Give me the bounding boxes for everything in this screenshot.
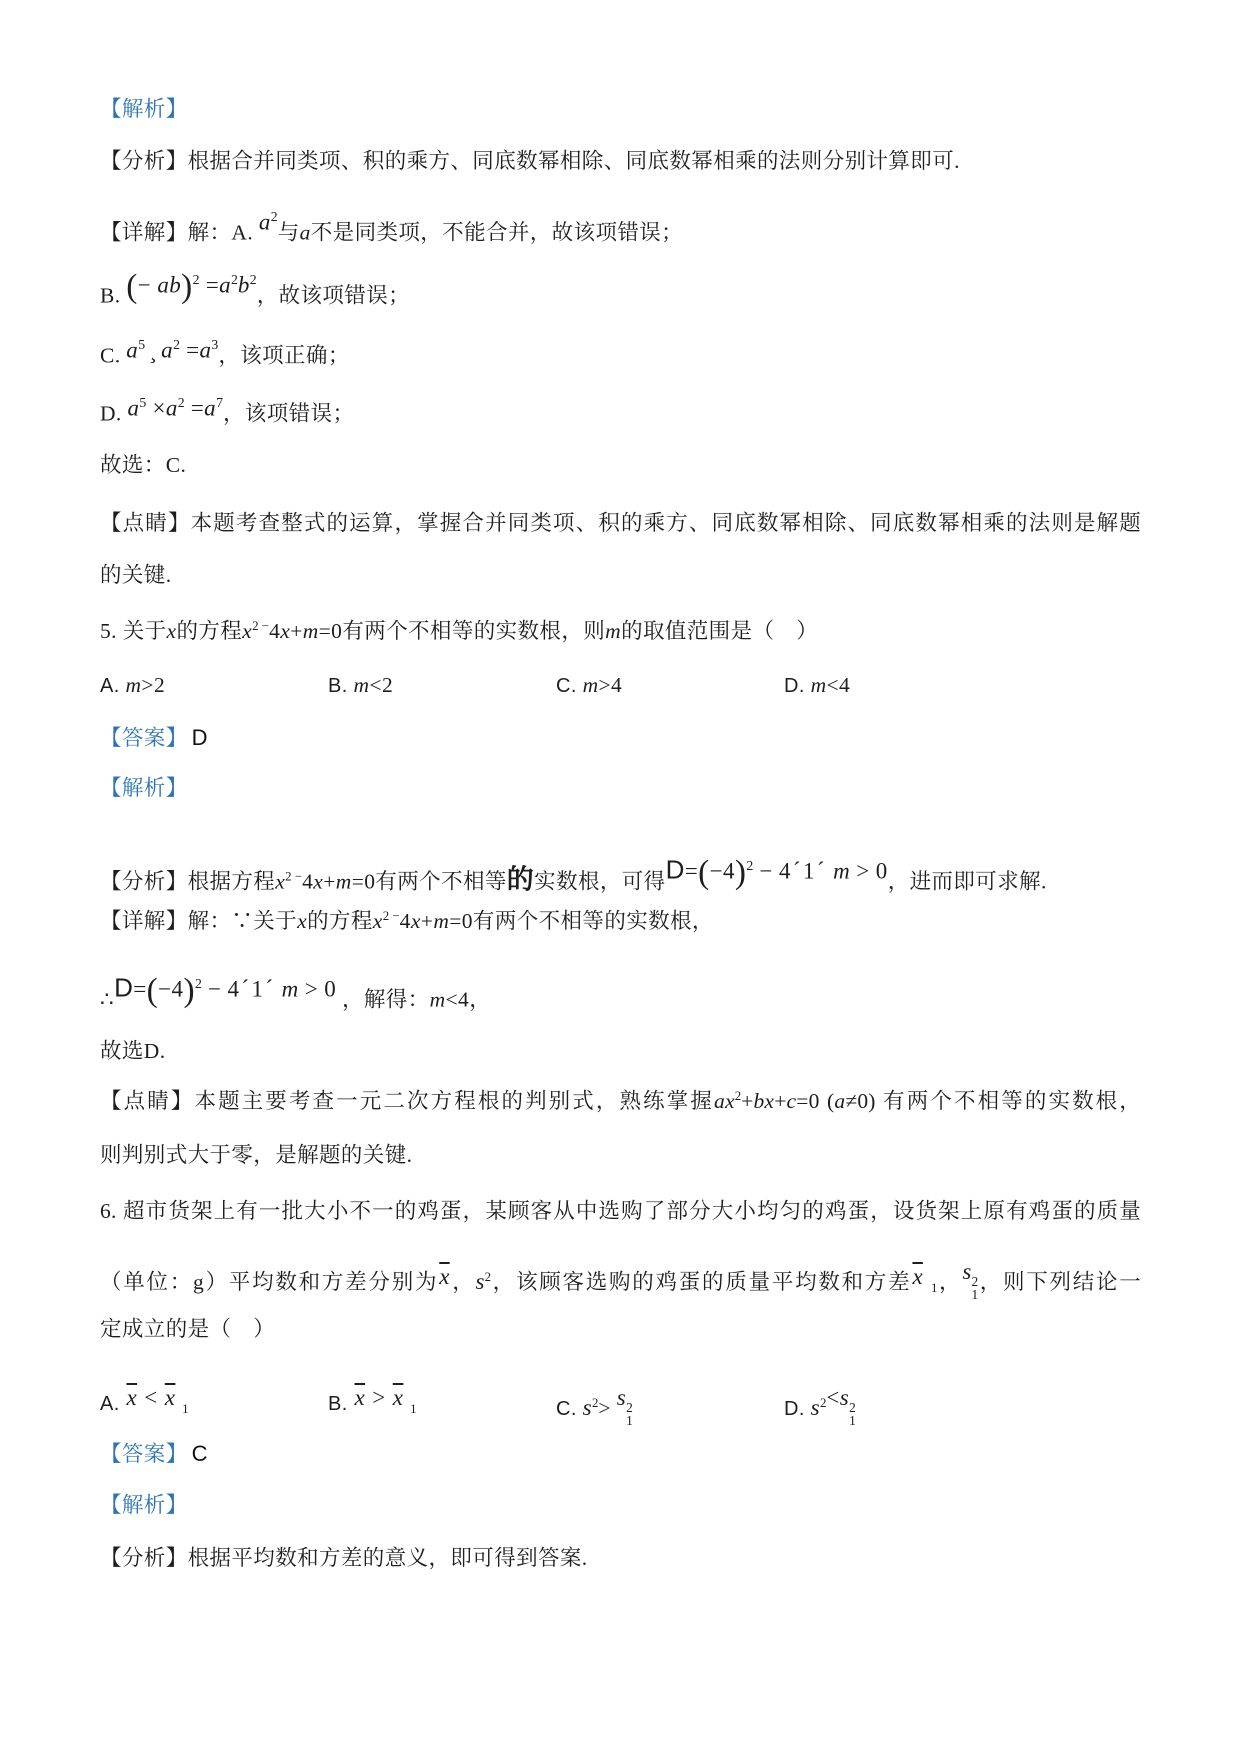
fenxi-q4: 【分析】根据合并同类项、积的乘方、同底数幂相除、同底数幂相乘的法则分别计算即可.	[100, 149, 960, 173]
analysis-label-q4: 【解析】	[100, 97, 188, 121]
deduction-q5: $\therefore D=(-4)^2$ − 4´1´ m > 0 ，解得：m<4，	[100, 972, 492, 1012]
option-B: B. m<2	[328, 673, 394, 697]
analysis-label-q6: 【解析】	[100, 1493, 188, 1517]
option-A: A. $\overline{x} < \overline{x}$ $_1$	[100, 1385, 189, 1417]
conclusion-q5: 故选D.	[100, 1039, 166, 1063]
xiangjie-q4-option-a: 【详解】解：A. $a^2$与a不是同类项，不能合并，故该项错误；	[100, 209, 684, 245]
option-D: D. m<4	[784, 673, 851, 697]
xiangjie-q5: 【详解】解：∵关于x的方程$x^{2 -}4x+m=0$有两个不相等的实数根，	[100, 909, 714, 933]
question-6-line3: 定成立的是（ ）	[100, 1317, 276, 1341]
analysis-label-q5: 【解析】	[100, 776, 188, 800]
conclusion-q4: 故选：C.	[100, 453, 187, 477]
xiangjie-q4-option-c: C. $a^5$ ¸ $a^2 =a^3$，该项正确；	[100, 337, 350, 368]
question-6-line2: （单位：g）平均数和方差分别为$\overline{x}$，$s^2$，该顾客选购的鸡蛋的质量平均数和方差$\overline{x}$ $_1$，s 2 1 ，则下列结论一	[100, 1259, 1141, 1302]
stacked-sup-sub: 2 1	[626, 1399, 633, 1428]
question-6-line1: 6. 超市货架上有一批大小不一的鸡蛋，某顾客从中选购了部分大小均匀的鸡蛋，设货架上原有鸡蛋的质量	[100, 1199, 1141, 1223]
answer-q5: 【答案】 D	[100, 725, 208, 750]
options-q6	[100, 1384, 1141, 1428]
document-content	[100, 0, 1141, 1754]
option-C: C. $s^2> s$ 2 1	[556, 1385, 633, 1428]
dianjing-q4-line1: 【点睛】本题考查整式的运算，掌握合并同类项、积的乘方、同底数幂相除、同底数幂相乘的法则是解题	[100, 511, 1141, 535]
option-D: D. $s^2<s$ 2 1	[784, 1385, 856, 1428]
option-B: B. $\overline{x} > \overline{x}$ $_1$	[328, 1385, 417, 1417]
option-C: C. m>4	[556, 673, 623, 697]
xiangjie-q4-option-d: D. $a^5 \times a^2 =a^7$，该项错误；	[100, 395, 355, 426]
option-A: A. m>2	[100, 673, 166, 697]
stacked-sup-sub: 2 1	[971, 1273, 979, 1302]
dianjing-q5-line2: 则判别式大于零，是解题的关键.	[100, 1143, 413, 1167]
dianjing-q4-line2: 的关键.	[100, 563, 172, 587]
xiangjie-q4-option-b: B. (− $ab)^2 =a^2b^2$，故该项错误；	[100, 268, 411, 308]
question-5-stem: 5. 关于x的方程$x^{2 -}4x+m=0$有两个不相等的实数根，则m的取值范围是（ ）	[100, 619, 819, 643]
dianjing-q5-line1: 【点睛】本题主要考查一元二次方程根的判别式，熟练掌握$ax^2+bx+c=0$ (a≠0) 有两个不相等的实数根，	[100, 1089, 1141, 1113]
stacked-sup-sub: 2 1	[849, 1399, 856, 1428]
fenxi-q5: 【分析】根据方程$x^{2 -}4x+m=0$有两个不相等的实数根，可得$D=(-4)^2$ − 4´1´ m > 0，进而即可求解.	[100, 854, 1047, 895]
answer-q6: 【答案】 C	[100, 1441, 208, 1466]
fenxi-q6: 【分析】根据平均数和方差的意义，即可得到答案.	[100, 1546, 588, 1570]
options-q5	[100, 672, 1141, 716]
